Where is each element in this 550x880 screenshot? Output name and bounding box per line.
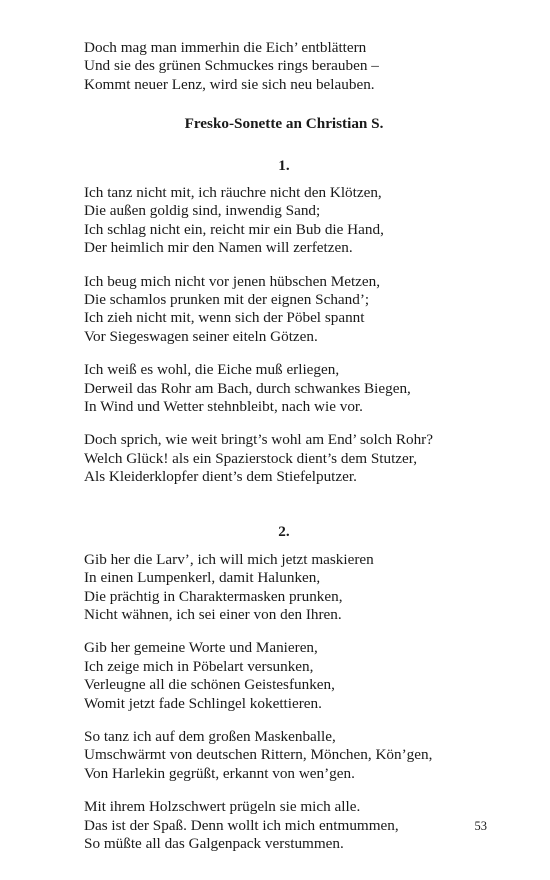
- verse-line: Gib her die Larv’, ich will mich jetzt maskieren: [84, 550, 374, 568]
- poem-title: Fresko-Sonette an Christian S.: [184, 115, 384, 133]
- verse-line: Doch mag man immerhin die Eich’ entblättern: [84, 39, 367, 56]
- verse-line: Als Kleiderklopfer dient’s dem Stiefelputzer.: [84, 468, 357, 486]
- verse-line: Kommt neuer Lenz, wird sie sich neu belauben.: [84, 75, 375, 93]
- verse-line: In einen Lumpenkerl, damit Halunken,: [84, 569, 321, 587]
- sonnet1-stanza-4: [84, 431, 504, 486]
- verse-line: Ich tanz nicht mit, ich räuchre nicht den Klötzen,: [84, 183, 382, 201]
- opening-stanza: [84, 39, 504, 94]
- sonnet2-stanza-2: [84, 639, 504, 713]
- verse-line: Ich beug mich nicht vor jenen hübschen Metzen,: [84, 272, 381, 290]
- sonnet-number-2: 2.: [278, 523, 290, 541]
- verse-line: Die prächtig in Charaktermasken prunken,: [84, 587, 343, 605]
- verse-line: Gib her gemeine Worte und Manieren,: [84, 639, 318, 657]
- section-gap: [84, 501, 504, 523]
- page-text: [84, 39, 504, 868]
- verse-line: Ich zeige mich in Pöbelart versunken,: [84, 657, 314, 675]
- sonnet2-stanza-1: [84, 551, 504, 625]
- verse-line: Doch sprich, wie weit bringt’s wohl am End’ solch Rohr?: [84, 431, 433, 449]
- verse-line: Ich zieh nicht mit, wenn sich der Pöbel spannt: [84, 309, 365, 327]
- verse-line: Ich schlag nicht ein, reicht mir ein Bub die Hand,: [84, 220, 384, 238]
- verse-line: In Wind und Wetter stehnbleibt, nach wie vor.: [84, 397, 363, 415]
- verse-line: Die außen goldig sind, inwendig Sand;: [84, 202, 321, 220]
- verse-line: Mit ihrem Holzschwert prügeln sie mich alle.: [84, 798, 361, 816]
- sonnet1-stanza-3: [84, 361, 504, 416]
- sonnet2-stanza-3: [84, 728, 504, 783]
- verse-line: Das ist der Spaß. Denn wollt ich mich entmummen,: [84, 816, 399, 834]
- sonnet-number-1: 1.: [278, 156, 290, 174]
- verse-line: Vor Siegeswagen seiner eiteln Götzen.: [84, 327, 318, 345]
- page-number: 53: [474, 819, 487, 833]
- verse-line: So tanz ich auf dem großen Maskenballe,: [84, 727, 336, 745]
- sonnet1-stanza-1: [84, 184, 504, 258]
- verse-line: Der heimlich mir den Namen will zerfetzen.: [84, 239, 353, 257]
- verse-line: Umschwärmt von deutschen Rittern, Mönchen, Kön’gen,: [84, 746, 433, 764]
- verse-line: Derweil das Rohr am Bach, durch schwankes Biegen,: [84, 379, 411, 397]
- verse-line: Von Harlekin gegrüßt, erkannt von wen’gen.: [84, 764, 355, 782]
- sonnet2-stanza-4: [84, 798, 504, 853]
- verse-line: Womit jetzt fade Schlingel kokettieren.: [84, 694, 322, 712]
- verse-line: Und sie des grünen Schmuckes rings berauben –: [84, 57, 379, 75]
- sonnet1-stanza-2: [84, 273, 504, 347]
- verse-line: Ich weiß es wohl, die Eiche muß erliegen,: [84, 361, 340, 379]
- verse-line: Verleugne all die schönen Geistesfunken,: [84, 676, 335, 694]
- verse-line: So müßte all das Galgenpack verstummen.: [84, 834, 344, 852]
- verse-line: Die schamlos prunken mit der eignen Schand’;: [84, 290, 370, 308]
- verse-line: Nicht wähnen, ich sei einer von den Ihren.: [84, 606, 342, 624]
- verse-line: Welch Glück! als ein Spazierstock dient’s dem Stutzer,: [84, 449, 418, 467]
